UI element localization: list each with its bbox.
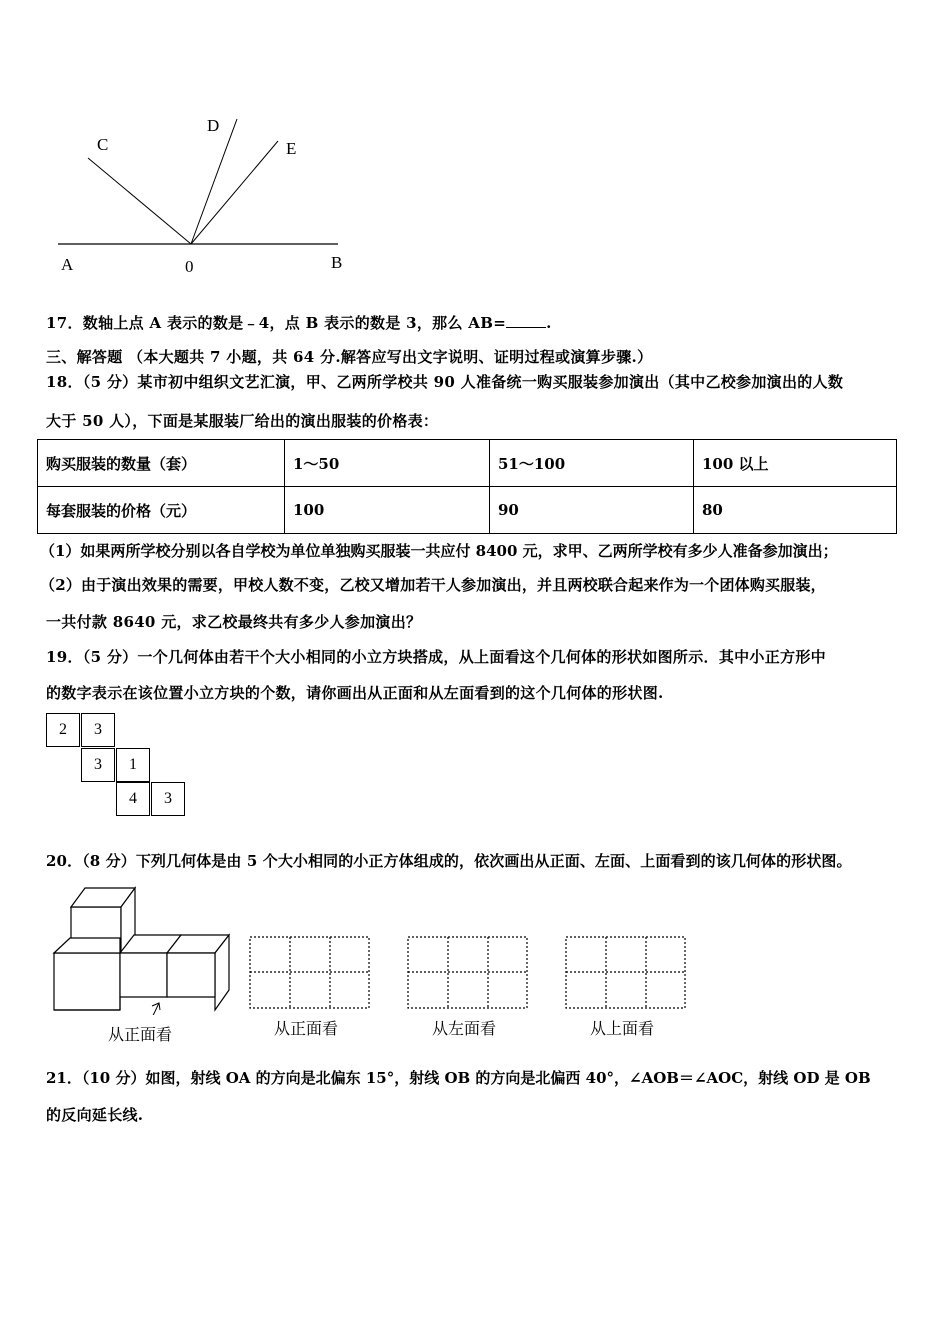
- grid-cell: 2: [46, 713, 80, 747]
- q18-part1: （1）如果两所学校分别以各自学校为单位单独购买服装一共应付 8400 元，求甲、乙两所学校有多少人准备参加演出；: [40, 542, 838, 560]
- top-view-grid-empty: [565, 936, 687, 1010]
- angle-figure: [40, 105, 360, 280]
- q17-period: .: [546, 314, 552, 332]
- q18-line1: 18．（5 分）某市初中组织文艺汇演，甲、乙两所学校共 90 人准备统一购买服装参加演出（其中乙校参加演出的人数: [46, 373, 844, 391]
- table-cell: 90: [490, 487, 694, 534]
- front-view-caption: 从正面看: [274, 1019, 339, 1038]
- table-cell: 100 以上: [694, 440, 897, 487]
- grid-cell: 4: [116, 782, 150, 816]
- grid-cell: 1: [116, 748, 150, 782]
- price-table: [37, 439, 897, 534]
- table-row: [38, 440, 897, 487]
- section-title: 三、解答题 （本大题共 7 小题，共 64 分.解答应写出文字说明、证明过程或演算步骤.）: [46, 348, 653, 366]
- solid-caption: 从正面看: [108, 1025, 173, 1044]
- cube-solid-figure: [50, 885, 240, 1015]
- label-e: E: [286, 139, 297, 158]
- grid-cell: 3: [151, 782, 185, 816]
- q17-text: [46, 312, 552, 333]
- q21-line2: 的反向延长线.: [46, 1106, 144, 1124]
- ray-od: [191, 119, 237, 244]
- left-view-grid: [407, 936, 529, 1010]
- ray-oe: [191, 141, 278, 244]
- q20-text: 20．（8 分）下列几何体是由 5 个大小相同的小正方体组成的，依次画出从正面、左面、上面看到的该几何体的形状图。: [46, 852, 852, 870]
- q19-line2: 的数字表示在该位置小立方块的个数，请你画出从正面和从左面看到的这个几何体的形状图.: [46, 684, 664, 702]
- label-c: C: [97, 135, 109, 154]
- label-a: A: [61, 255, 74, 274]
- q18-line2: 大于 50 人），下面是某服装厂给出的演出服装的价格表：: [46, 412, 439, 430]
- label-d: D: [207, 116, 220, 135]
- label-b: B: [331, 253, 343, 272]
- label-o: 0: [185, 257, 194, 276]
- table-cell: 51～100: [490, 440, 694, 487]
- ray-oc: [88, 158, 191, 244]
- q18-part2-line1: （2）由于演出效果的需要，甲校人数不变，乙校又增加若干人参加演出，并且两校联合起来作为一个团体购买服装，: [40, 576, 826, 594]
- front-view-grid: [249, 936, 371, 1010]
- left-view-caption: 从左面看: [432, 1019, 497, 1038]
- top-view-caption: 从上面看: [590, 1019, 655, 1038]
- q19-line1: 19．（5 分）一个几何体由若干个大小相同的小立方块搭成，从上面看这个几何体的形状如图所示．其中小正方形中: [46, 648, 826, 666]
- answer-blank: [506, 313, 546, 328]
- table-cell: 1～50: [285, 440, 490, 487]
- grid-cell: 3: [81, 748, 115, 782]
- q21-line1: 21．（10 分）如图，射线 OA 的方向是北偏东 15°，射线 OB 的方向是北偏西 40°，∠AOB＝∠AOC，射线 OD 是 OB: [46, 1069, 871, 1087]
- q18-part2-line2: 一共付款 8640 元，求乙校最终共有多少人参加演出？: [46, 613, 422, 631]
- q17-question: 17．数轴上点 A 表示的数是﹣4，点 B 表示的数是 3，那么 AB=: [46, 314, 507, 332]
- table-row: [38, 487, 897, 534]
- table-cell: 100: [285, 487, 490, 534]
- table-cell: 80: [694, 487, 897, 534]
- grid-cell: 3: [81, 713, 115, 747]
- table-cell: 购买服装的数量（套）: [38, 440, 285, 487]
- table-cell: 每套服装的价格（元）: [38, 487, 285, 534]
